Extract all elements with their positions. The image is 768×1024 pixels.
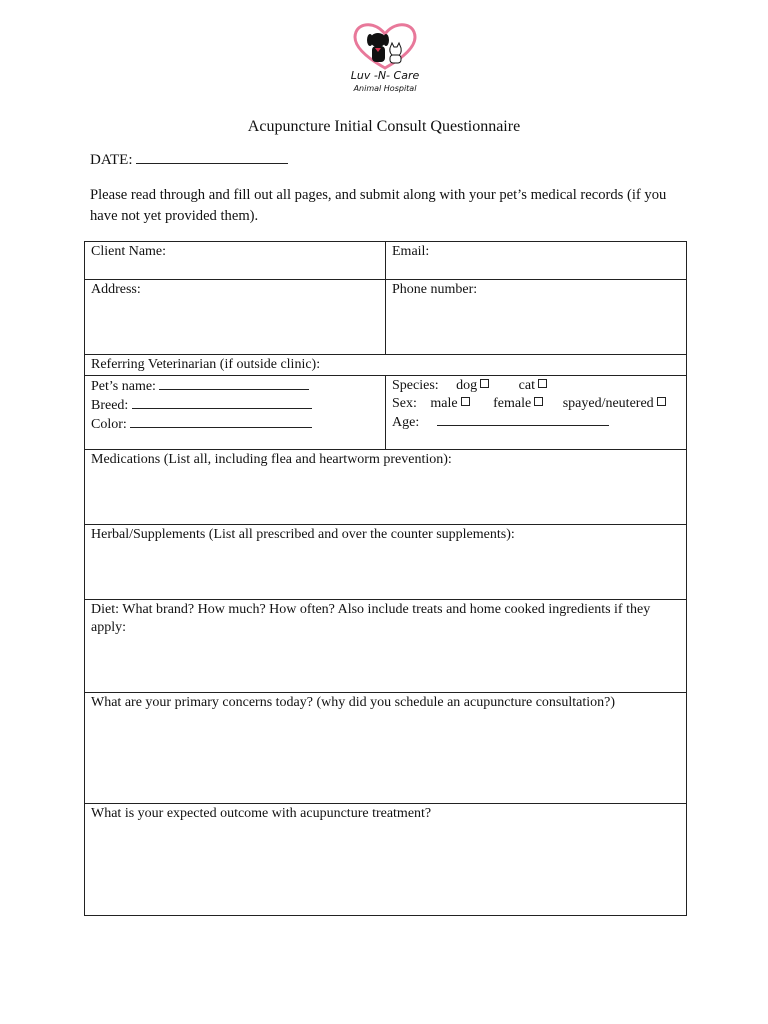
- pet-name-row: [91, 377, 379, 396]
- female-checkbox[interactable]: [534, 397, 543, 406]
- diet-label: Diet: What brand? How much? How often? Also include treats and home cooked ingredients if they apply:: [91, 602, 651, 635]
- logo-subtitle-text: Animal Hospital: [353, 84, 417, 93]
- female-option-label: female: [493, 396, 532, 411]
- age-input[interactable]: [437, 413, 609, 426]
- age-row: [392, 413, 680, 432]
- spayed-neutered-checkbox[interactable]: [657, 397, 666, 406]
- dog-checkbox[interactable]: [480, 379, 489, 388]
- sex-label: Sex:: [392, 396, 417, 411]
- address-field[interactable]: [85, 280, 386, 355]
- phone-field[interactable]: [386, 280, 687, 355]
- client-name-label: Client Name:: [91, 244, 167, 259]
- herbal-supplements-field[interactable]: [85, 525, 687, 600]
- species-info-cell: [386, 376, 687, 450]
- page-title: Acupuncture Initial Consult Questionnaire: [247, 118, 521, 135]
- questionnaire-table: [84, 241, 687, 916]
- client-name-field[interactable]: [85, 242, 386, 280]
- sex-row: [392, 395, 680, 413]
- primary-concerns-field[interactable]: [85, 693, 687, 804]
- color-row: [91, 415, 379, 434]
- referring-vet-field[interactable]: [85, 355, 687, 376]
- breed-label: Breed:: [91, 398, 129, 413]
- diet-field[interactable]: [85, 600, 687, 693]
- expected-outcome-field[interactable]: [85, 804, 687, 916]
- date-field[interactable]: [136, 151, 288, 164]
- pet-info-cell: [85, 376, 386, 450]
- intro-paragraph: Please read through and fill out all pages, and submit along with your pet’s medical records (if you have not yet provided them).: [90, 187, 667, 224]
- email-label: Email:: [392, 244, 430, 259]
- medications-label: Medications (List all, including flea and heartworm prevention):: [91, 452, 452, 467]
- color-label: Color:: [91, 417, 127, 432]
- referring-vet-label: Referring Veterinarian (if outside clinic):: [91, 357, 321, 372]
- cat-option-label: cat: [518, 378, 535, 393]
- primary-concerns-label: What are your primary concerns today? (why did you schedule an acupuncture consultation?): [91, 695, 616, 710]
- species-row: [392, 377, 680, 395]
- date-label: DATE:: [90, 152, 133, 168]
- date-line: [90, 151, 288, 169]
- color-input[interactable]: [130, 415, 312, 428]
- male-option-label: male: [430, 396, 458, 411]
- herbal-supplements-label: Herbal/Supplements (List all prescribed and over the counter supplements):: [91, 527, 515, 542]
- breed-input[interactable]: [132, 396, 312, 409]
- email-field[interactable]: [386, 242, 687, 280]
- pet-name-label: Pet’s name:: [91, 379, 156, 394]
- pet-name-input[interactable]: [159, 377, 309, 390]
- logo-brand-text: Luv -N- Care: [350, 69, 420, 82]
- spayed-neutered-option-label: spayed/neutered: [562, 396, 654, 411]
- phone-label: Phone number:: [392, 282, 478, 297]
- male-checkbox[interactable]: [461, 397, 470, 406]
- species-label: Species:: [392, 378, 439, 393]
- address-label: Address:: [91, 282, 141, 297]
- clinic-logo: [340, 18, 430, 100]
- dog-option-label: dog: [456, 378, 478, 393]
- heart-pets-icon: [340, 18, 430, 74]
- medications-field[interactable]: [85, 450, 687, 525]
- breed-row: [91, 396, 379, 415]
- expected-outcome-label: What is your expected outcome with acupuncture treatment?: [91, 806, 432, 821]
- age-label: Age:: [392, 415, 420, 430]
- cat-checkbox[interactable]: [538, 379, 547, 388]
